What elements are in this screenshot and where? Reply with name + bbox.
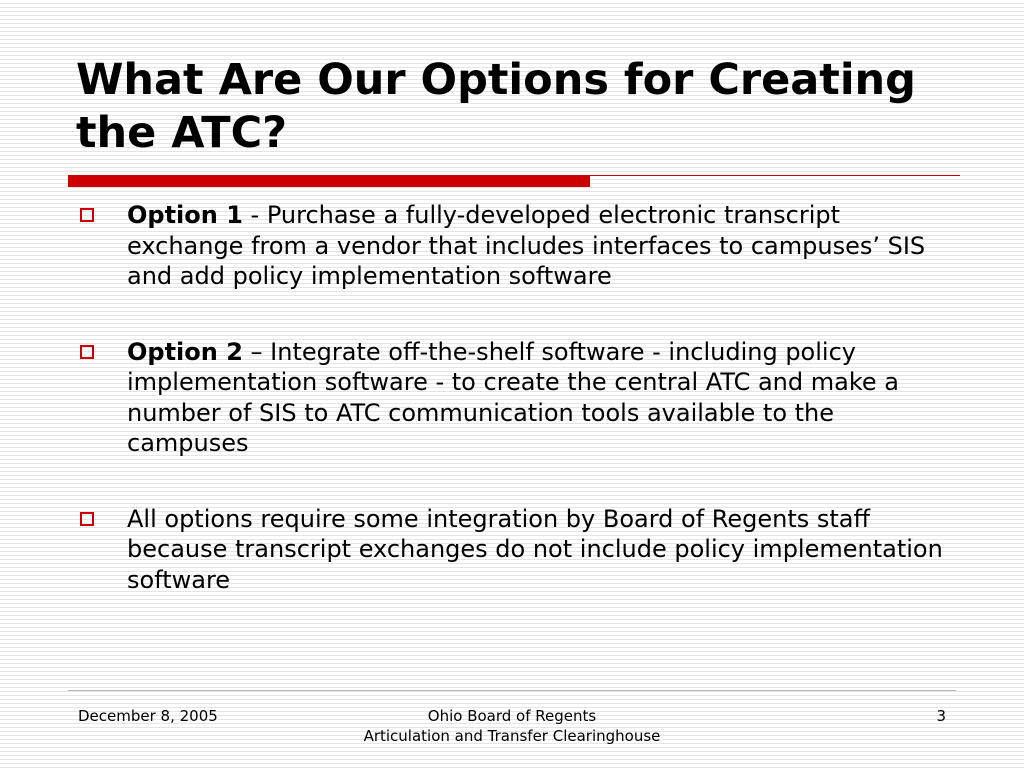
bullet-item-all-options bbox=[76, 504, 956, 596]
footer-date: December 8, 2005 bbox=[78, 707, 218, 725]
bullet-item-option-2 bbox=[76, 337, 956, 459]
bullet-text: – Integrate off-the-shelf software - including policy implementation software - to create the central ATC and make a number of SIS to ATC communication tools available to the campuses bbox=[127, 337, 899, 457]
footer-org-line-1: Ohio Board of Regents bbox=[427, 707, 597, 725]
footer-org-line-2: Articulation and Transfer Clearinghouse bbox=[363, 727, 661, 745]
hollow-square-bullet-icon bbox=[80, 345, 94, 359]
title-underline-line bbox=[590, 175, 960, 176]
bullet-text: All options require some integration by Board of Regents staff because transcript exchanges do not include policy implementation software bbox=[127, 504, 943, 594]
slide-title: What Are Our Options for Creating the ATC? bbox=[76, 55, 916, 158]
footer-organization bbox=[312, 706, 712, 746]
bullet-lead: Option 2 bbox=[127, 337, 243, 366]
bullet-list bbox=[76, 200, 956, 640]
bullet-item-option-1 bbox=[76, 200, 956, 292]
footer-divider bbox=[68, 690, 956, 691]
hollow-square-bullet-icon bbox=[80, 208, 94, 222]
bullet-text: - Purchase a fully-developed electronic transcript exchange from a vendor that includes interfaces to campuses’ SIS and add policy implementation software bbox=[127, 201, 926, 290]
title-underline-bar bbox=[68, 175, 590, 187]
hollow-square-bullet-icon bbox=[80, 512, 94, 526]
bullet-lead: Option 1 bbox=[127, 201, 243, 229]
slide-page-number: 3 bbox=[936, 707, 946, 725]
